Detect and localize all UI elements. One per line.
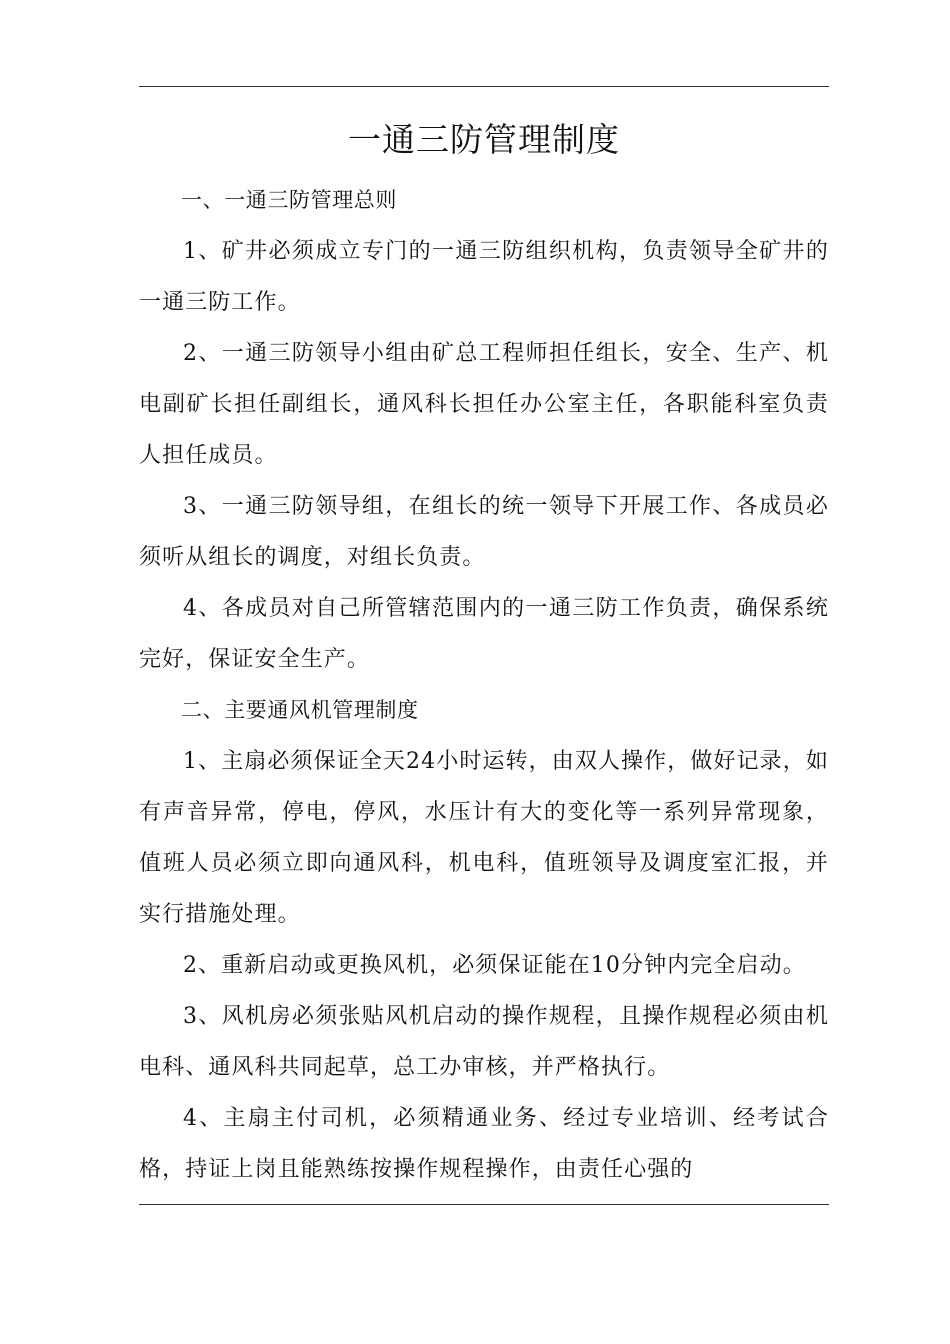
- page-title: 一通三防管理制度: [348, 120, 620, 159]
- paragraph: 2、一通三防领导小组由矿总工程师担任组长，安全、生产、机电副矿长担任副组长，通风科长担任办公室主任，各职能科室负责人担任成员。: [139, 341, 829, 468]
- header-rule: [139, 86, 829, 87]
- paragraph: 1、主扇必须保证全天24小时运转，由双人操作，做好记录，如有声音异常，停电，停风，水压计有大的变化等一系列异常现象，值班人员必须立即向通风科，机电科，值班领导及调度室汇报，并实行措施处理。: [139, 749, 829, 927]
- paragraph: 3、一通三防领导组，在组长的统一领导下开展工作、各成员必须听从组长的调度，对组长负责。: [139, 494, 829, 570]
- paragraph: 3、风机房必须张贴风机启动的操作规程，且操作规程必须由机电科、通风科共同起草，总工办审核，并严格执行。: [139, 1004, 829, 1080]
- paragraph: 4、主扇主付司机，必须精通业务、经过专业培训、经考试合格，持证上岗且能熟练按操作规程操作，由责任心强的: [139, 1106, 829, 1182]
- paragraph: 2、重新启动或更换风机，必须保证能在10分钟内完全启动。: [183, 953, 806, 978]
- footer-rule: [139, 1204, 829, 1205]
- section-general-rules: [139, 175, 829, 685]
- section-heading: 二、主要通风机管理制度: [181, 698, 419, 722]
- paragraph: 1、矿井必须成立专门的一通三防组织机构，负责领导全矿井的一通三防工作。: [139, 239, 829, 315]
- paragraph: 4、各成员对自己所管辖范围内的一通三防工作负责，确保系统完好，保证安全生产。: [139, 596, 829, 672]
- document-body: [139, 175, 829, 1195]
- section-heading: 一、一通三防管理总则: [181, 188, 397, 212]
- section-main-fan-rules: [139, 685, 829, 1195]
